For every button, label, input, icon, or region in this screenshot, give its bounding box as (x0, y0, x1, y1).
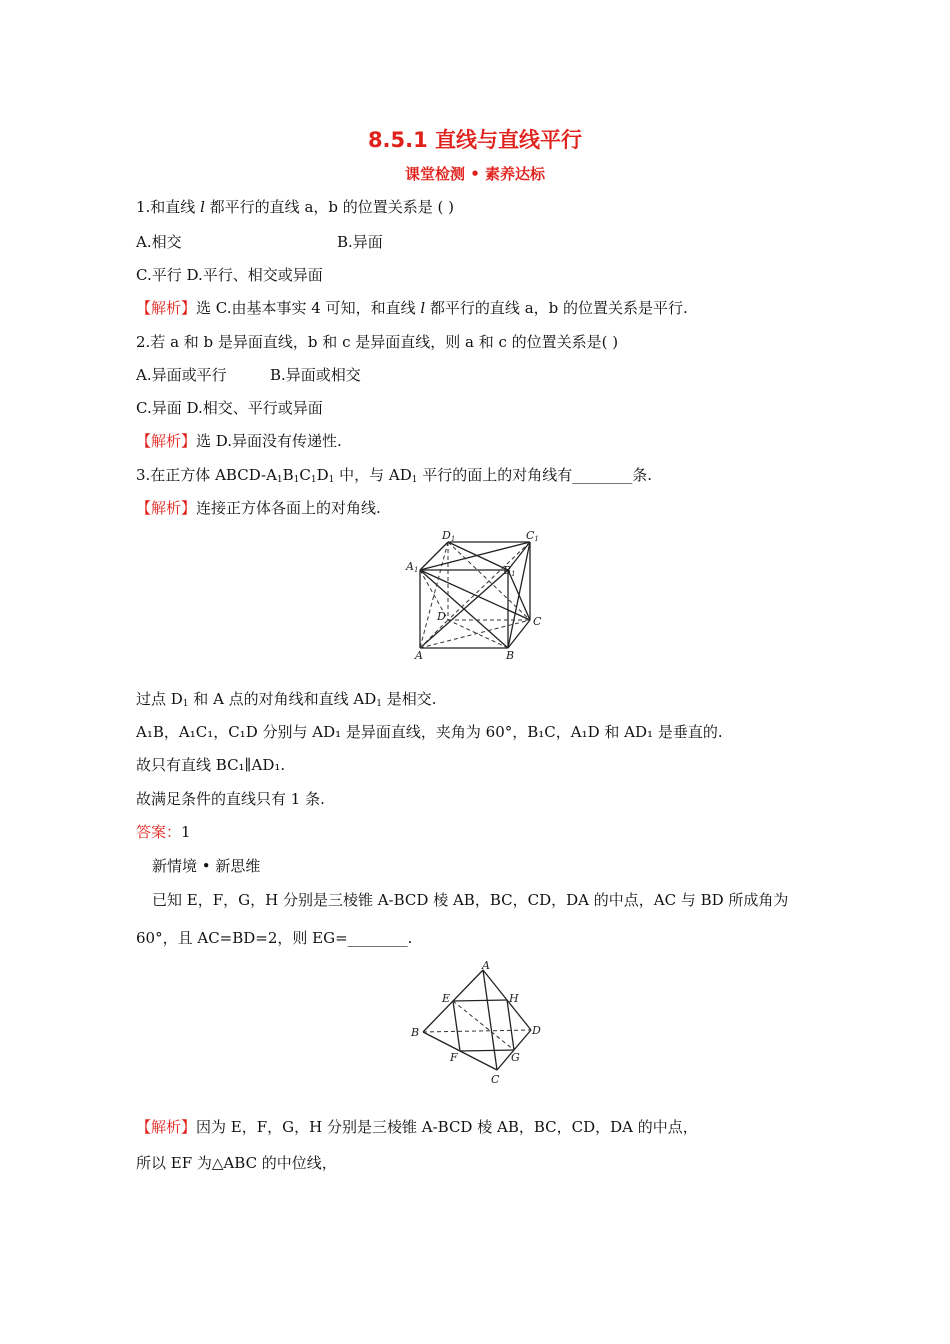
answer-value: 1 (181, 823, 191, 841)
q2-option-b: B.异面或相交 (270, 366, 361, 384)
edge-BD (423, 1030, 531, 1032)
subscript: 1 (182, 699, 189, 709)
label-C1: C1 (526, 529, 539, 543)
q1-stem-l: l (200, 198, 205, 216)
q3-line1 (136, 689, 437, 714)
q1-option-a: A.相交 (136, 233, 182, 251)
q3-stem-part: C (299, 466, 311, 484)
q4-analysis-text: 因为 E，F，G，H 分别是三棱锥 A-BCD 棱 AB，BC，CD，DA 的中点， (196, 1118, 698, 1136)
subscript: 1 (411, 475, 418, 485)
q2-stem: 2.若 a 和 b 是异面直线，b 和 c 是异面直线，则 a 和 c 的位置关系是( ) (136, 333, 619, 351)
q3-line1-part: 和 A 点的对角线和直线 AD (188, 690, 377, 708)
cube-figure (400, 528, 550, 663)
q3-analysis (136, 498, 381, 518)
label-B: B (506, 649, 515, 662)
analysis-tag: 【解析】 (136, 432, 197, 450)
diag-BD (448, 620, 508, 648)
q3-line2: A₁B，A₁C₁，C₁D 分别与 AD₁ 是异面直线，夹角为 60°，B₁C，A₁D 和 AD₁ 是垂直的. (136, 723, 723, 741)
tetrahedron-figure (405, 958, 545, 1090)
label-E: E (442, 992, 451, 1005)
q3-stem-part: 3.在正方体 ABCD-A (136, 466, 277, 484)
q1-analysis (136, 298, 688, 318)
q4-analysis-line2: 所以 EF 为△ABC 的中位线， (136, 1154, 337, 1172)
q3-analysis-text: 连接正方体各面上的对角线. (196, 499, 381, 517)
q3-line1-part: 过点 D (136, 690, 183, 708)
q1-stem (136, 197, 454, 217)
q3-stem-part: B (282, 466, 294, 484)
page-title: 8.5.1 直线与直线平行 (367, 128, 583, 152)
q3-stem-part: 平行的面上的对角线有________条. (417, 466, 653, 484)
label-A: A (482, 959, 490, 972)
analysis-tag: 【解析】 (136, 299, 197, 317)
segment-EG (453, 1001, 514, 1050)
q3-stem (136, 465, 652, 490)
label-A: A (415, 649, 423, 662)
q2-option-a: A.异面或平行 (136, 366, 227, 384)
subscript: 1 (293, 475, 300, 485)
segment-EH (453, 1000, 507, 1001)
label-B: B (411, 1026, 420, 1039)
diag-D1B1 (448, 542, 508, 570)
label-D: D (437, 610, 446, 623)
q1-option-b: B.异面 (337, 233, 383, 251)
label-C: C (533, 615, 542, 628)
q1-stem-part: 都平行的直线 a，b 的位置关系是 ( ) (204, 198, 454, 216)
q2-analysis (136, 431, 342, 451)
q1-options-cd: C.平行 D.平行、相交或异面 (136, 266, 323, 284)
label-D: D (532, 1024, 541, 1037)
label-B1: B1 (503, 564, 516, 578)
q2-analysis-text: 选 D.异面没有传递性. (196, 432, 342, 450)
diag-C1B (508, 542, 530, 648)
label-G: G (511, 1051, 520, 1064)
answer-label: 答案： (136, 823, 182, 841)
q2-options-cd: C.异面 D.相交、平行或异面 (136, 399, 323, 417)
q3-answer (136, 822, 191, 842)
label-H: H (509, 992, 519, 1005)
q4-stem-line2: 60°，且 AC=BD=2，则 EG=________. (136, 929, 413, 947)
label-C: C (491, 1073, 500, 1086)
q3-line3: 故只有直线 BC₁∥AD₁. (136, 756, 286, 774)
subscript: 1 (310, 475, 317, 485)
label-A1: A1 (406, 560, 419, 574)
subscript: 1 (328, 475, 335, 485)
q3-stem-part: D (316, 466, 329, 484)
section-subtitle: 课堂检测 • 素养达标 (404, 165, 546, 183)
q3-line1-part: 是相交. (382, 690, 437, 708)
q1-analysis-part: 都平行的直线 a，b 的位置关系是平行. (425, 299, 688, 317)
q1-stem-part: 1.和直线 (136, 198, 201, 216)
q3-line4: 故满足条件的直线只有 1 条. (136, 790, 325, 808)
q4-stem-line1: 已知 E，F，G，H 分别是三棱锥 A-BCD 棱 AB，BC，CD，DA 的中点，AC 与 BD 所成角为 (152, 891, 789, 909)
q4-analysis-line1 (136, 1117, 698, 1137)
q1-options-ab (136, 232, 383, 252)
segment-EF (453, 1001, 460, 1051)
q2-options-ab (136, 365, 361, 385)
subscript: 1 (376, 699, 383, 709)
q3-stem-part: 中，与 AD (334, 466, 412, 484)
subscript: 1 (276, 475, 283, 485)
segment-FG (460, 1050, 514, 1051)
diag-A1C1 (420, 542, 530, 570)
q4-heading: 新情境 • 新思维 (152, 857, 261, 875)
analysis-tag: 【解析】 (136, 1118, 197, 1136)
q1-analysis-part: 选 C.由基本事实 4 可知，和直线 (196, 299, 421, 317)
analysis-tag: 【解析】 (136, 499, 197, 517)
label-D1: D1 (442, 529, 456, 543)
q1-analysis-l: l (420, 299, 426, 317)
label-F: F (450, 1051, 458, 1064)
